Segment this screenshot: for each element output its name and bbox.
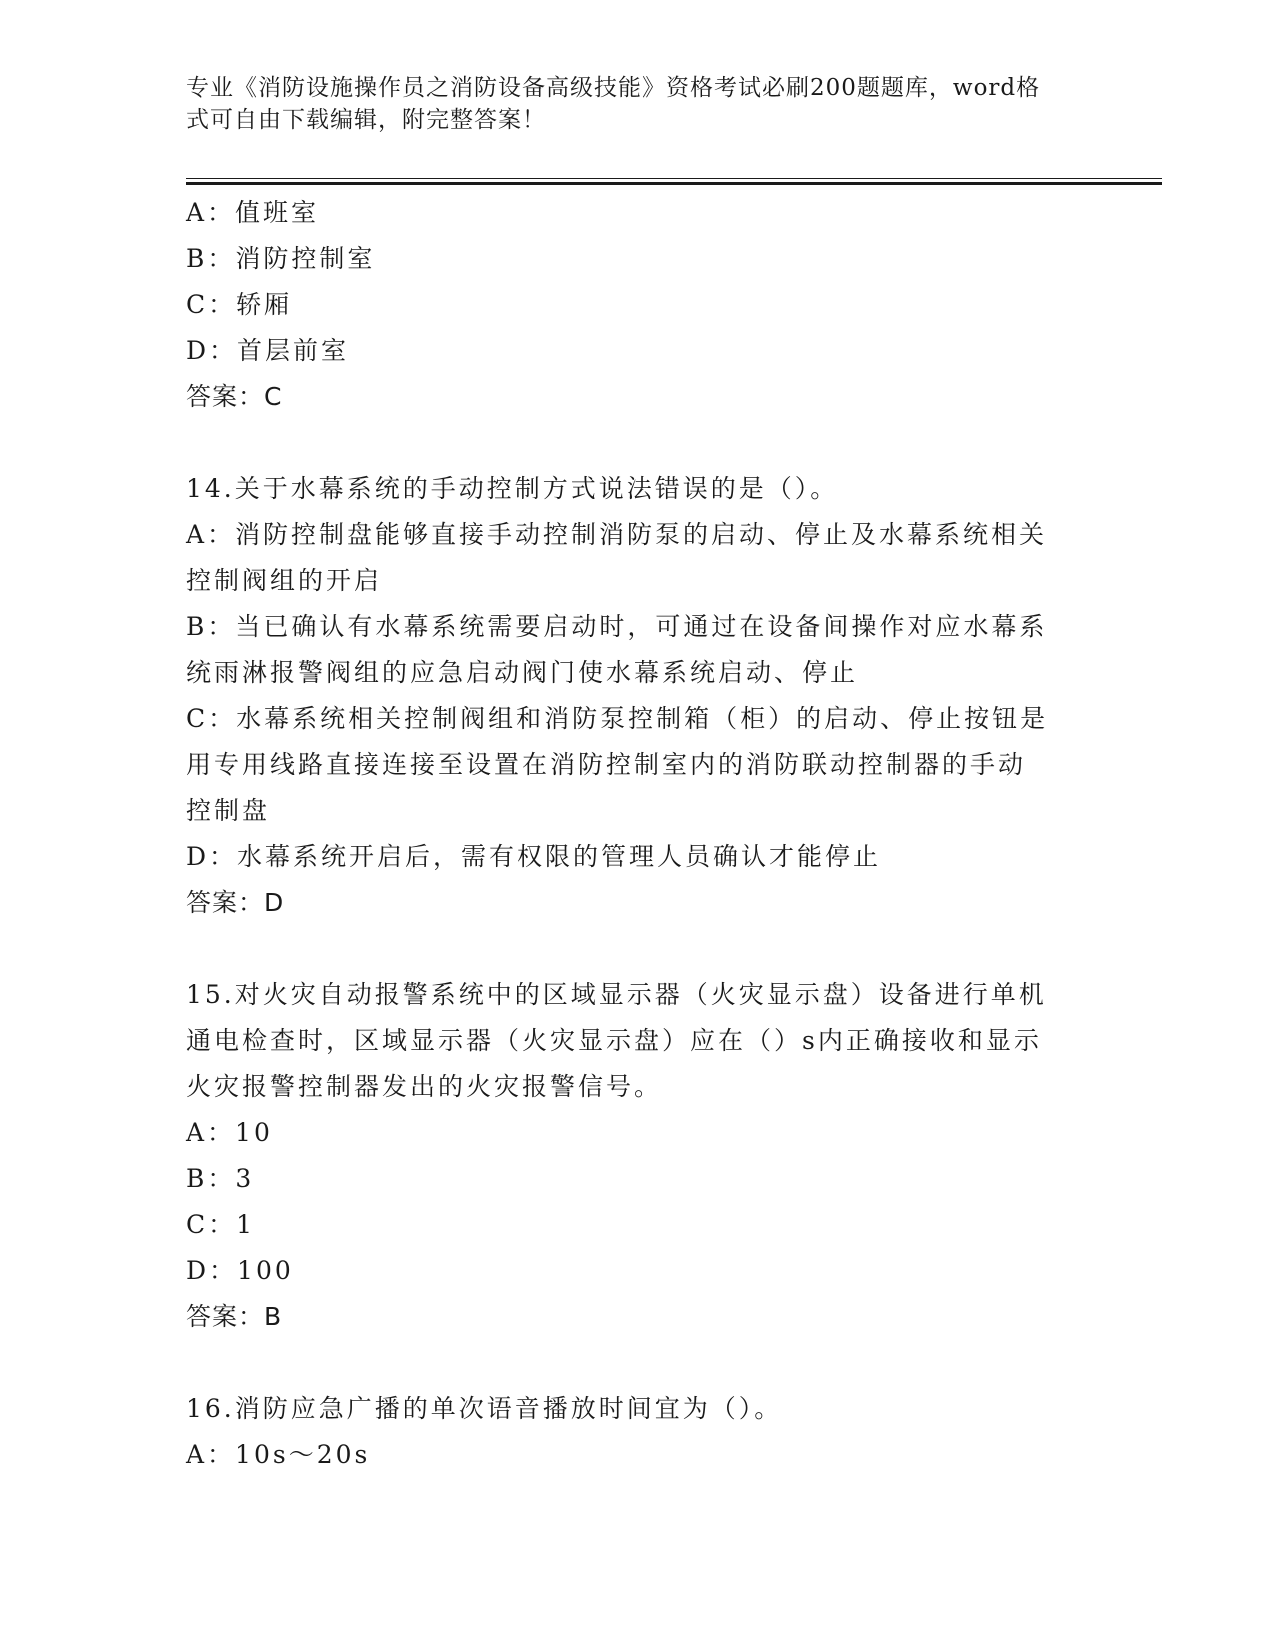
question-stem-continued: 火灾报警控制器发出的火灾报警信号。 <box>186 1072 663 1101</box>
answer-line: 答案：C <box>186 382 283 411</box>
question-15-block <box>186 972 1106 1340</box>
option-c-continued: 用专用线路直接连接至设置在消防控制室内的消防联动控制器的手动 <box>186 750 1027 779</box>
option-b: B：消防控制室 <box>186 244 376 273</box>
header-line-2: 式可自由下载编辑，附完整答案！ <box>186 107 546 133</box>
option-d: D：100 <box>186 1256 294 1285</box>
option-a-continued: 控制阀组的开启 <box>186 566 383 595</box>
question-14-block <box>186 466 1106 926</box>
question-stem: 15.对火灾自动报警系统中的区域显示器（火灾显示盘）设备进行单机 <box>186 980 1047 1009</box>
option-c: C：轿厢 <box>186 290 293 319</box>
spacer <box>186 926 1106 972</box>
option-b: B：当已确认有水幕系统需要启动时，可通过在设备间操作对应水幕系 <box>186 612 1048 641</box>
question-16-block <box>186 1386 1106 1478</box>
option-c: C：水幕系统相关控制阀组和消防泵控制箱（柜）的启动、停止按钮是 <box>186 704 1049 733</box>
option-d: D：首层前室 <box>186 336 350 365</box>
document-header <box>186 72 1066 136</box>
option-b: B：3 <box>186 1164 255 1193</box>
question-stem: 16.消防应急广播的单次语音播放时间宜为（）。 <box>186 1394 783 1423</box>
header-line-1: 专业《消防设施操作员之消防设备高级技能》资格考试必刷200题题库，word格 <box>186 75 1041 101</box>
option-c-continued: 控制盘 <box>186 796 271 825</box>
option-a: A：值班室 <box>186 198 320 227</box>
question-13-block <box>186 190 1106 420</box>
question-stem: 14.关于水幕系统的手动控制方式说法错误的是（）。 <box>186 474 839 503</box>
spacer <box>186 1340 1106 1386</box>
option-b-continued: 统雨淋报警阀组的应急启动阀门使水幕系统启动、停止 <box>186 658 859 687</box>
question-stem-continued: 通电检查时，区域显示器（火灾显示盘）应在（）s内正确接收和显示 <box>186 1026 1042 1055</box>
spacer <box>186 420 1106 466</box>
answer-line: 答案：B <box>186 1302 283 1331</box>
question-list <box>186 190 1106 1478</box>
option-a: A：10s～20s <box>186 1440 371 1469</box>
answer-line: 答案：D <box>186 888 285 917</box>
option-a: A：消防控制盘能够直接手动控制消防泵的启动、停止及水幕系统相关 <box>186 520 1048 549</box>
option-d: D：水幕系统开启后，需有权限的管理人员确认才能停止 <box>186 842 882 871</box>
header-divider-thin <box>186 178 1162 179</box>
header-divider-thick <box>186 182 1162 185</box>
option-a: A：10 <box>186 1118 273 1147</box>
option-c: C：1 <box>186 1210 256 1239</box>
